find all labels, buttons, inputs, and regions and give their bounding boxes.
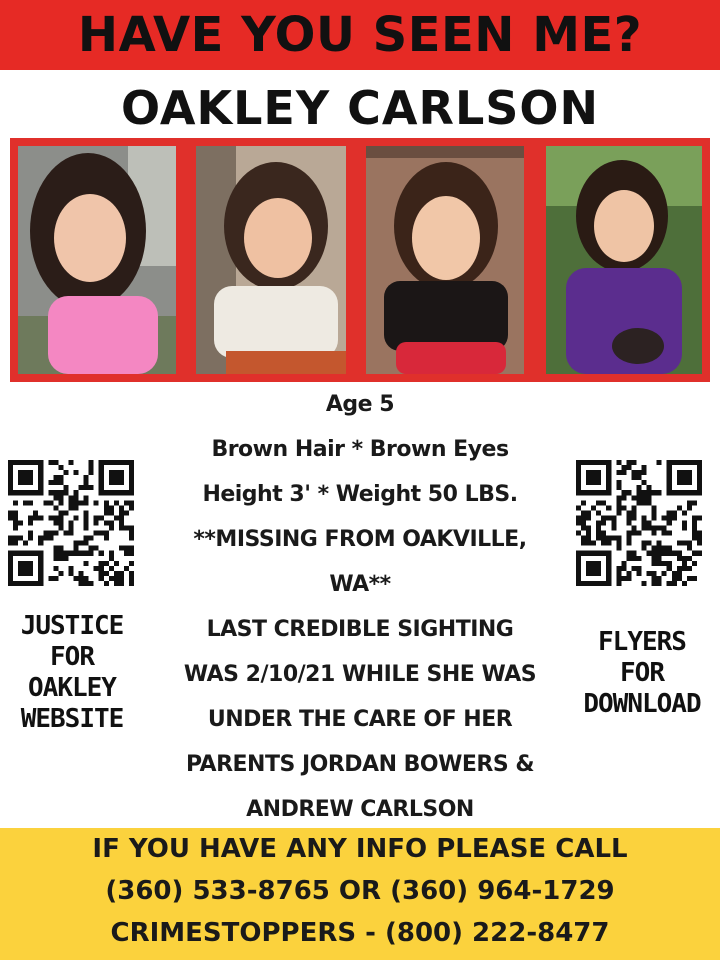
- detail-parents-2: ANDREW CARLSON: [246, 797, 474, 822]
- qr-caption-right: [566, 627, 718, 720]
- qr-caption-left-line: OAKLEY: [28, 673, 116, 703]
- detail-hair-eyes: Brown Hair * Brown Eyes: [211, 437, 509, 462]
- detail-sighting-3: UNDER THE CARE OF HER: [207, 707, 513, 732]
- detail-age: Age 5: [325, 392, 395, 417]
- photo-strip: [10, 138, 710, 382]
- header-banner: [0, 0, 720, 70]
- qr-code-justice-website[interactable]: [6, 460, 136, 586]
- contact-crimestoppers[interactable]: CRIMESTOPPERS - (800) 222-8477: [110, 918, 610, 948]
- qr-caption-right-line: FLYERS: [598, 627, 686, 657]
- qr-caption-right-line: DOWNLOAD: [583, 689, 701, 719]
- contact-prompt: IF YOU HAVE ANY INFO PLEASE CALL: [92, 834, 628, 864]
- photo-3: [366, 146, 524, 374]
- contact-banner: [0, 828, 720, 960]
- header-title: HAVE YOU SEEN ME?: [77, 7, 643, 63]
- detail-sighting-1: LAST CREDIBLE SIGHTING: [206, 617, 514, 642]
- details-block: [150, 382, 570, 832]
- qr-code-flyers-download[interactable]: [574, 460, 704, 586]
- detail-height-weight: Height 3' * Weight 50 LBS.: [202, 482, 518, 507]
- detail-missing-from: **MISSING FROM OAKVILLE,: [193, 527, 527, 552]
- detail-sighting-2: WAS 2/10/21 WHILE SHE WAS: [183, 662, 537, 687]
- subject-name: OAKLEY CARLSON: [121, 81, 599, 135]
- contact-phone-numbers[interactable]: (360) 533-8765 OR (360) 964-1729: [105, 876, 615, 906]
- qr-caption-left: [4, 611, 140, 735]
- qr-caption-left-line: WEBSITE: [20, 704, 124, 734]
- qr-caption-right-line: FOR: [620, 658, 664, 688]
- photo-2: [196, 146, 346, 374]
- qr-caption-left-line: FOR: [50, 642, 94, 672]
- detail-missing-state: WA**: [329, 572, 391, 597]
- qr-caption-left-line: JUSTICE: [20, 611, 124, 641]
- photo-1: [18, 146, 176, 374]
- detail-parents-1: PARENTS JORDAN BOWERS &: [185, 752, 535, 777]
- photo-4: [546, 146, 702, 374]
